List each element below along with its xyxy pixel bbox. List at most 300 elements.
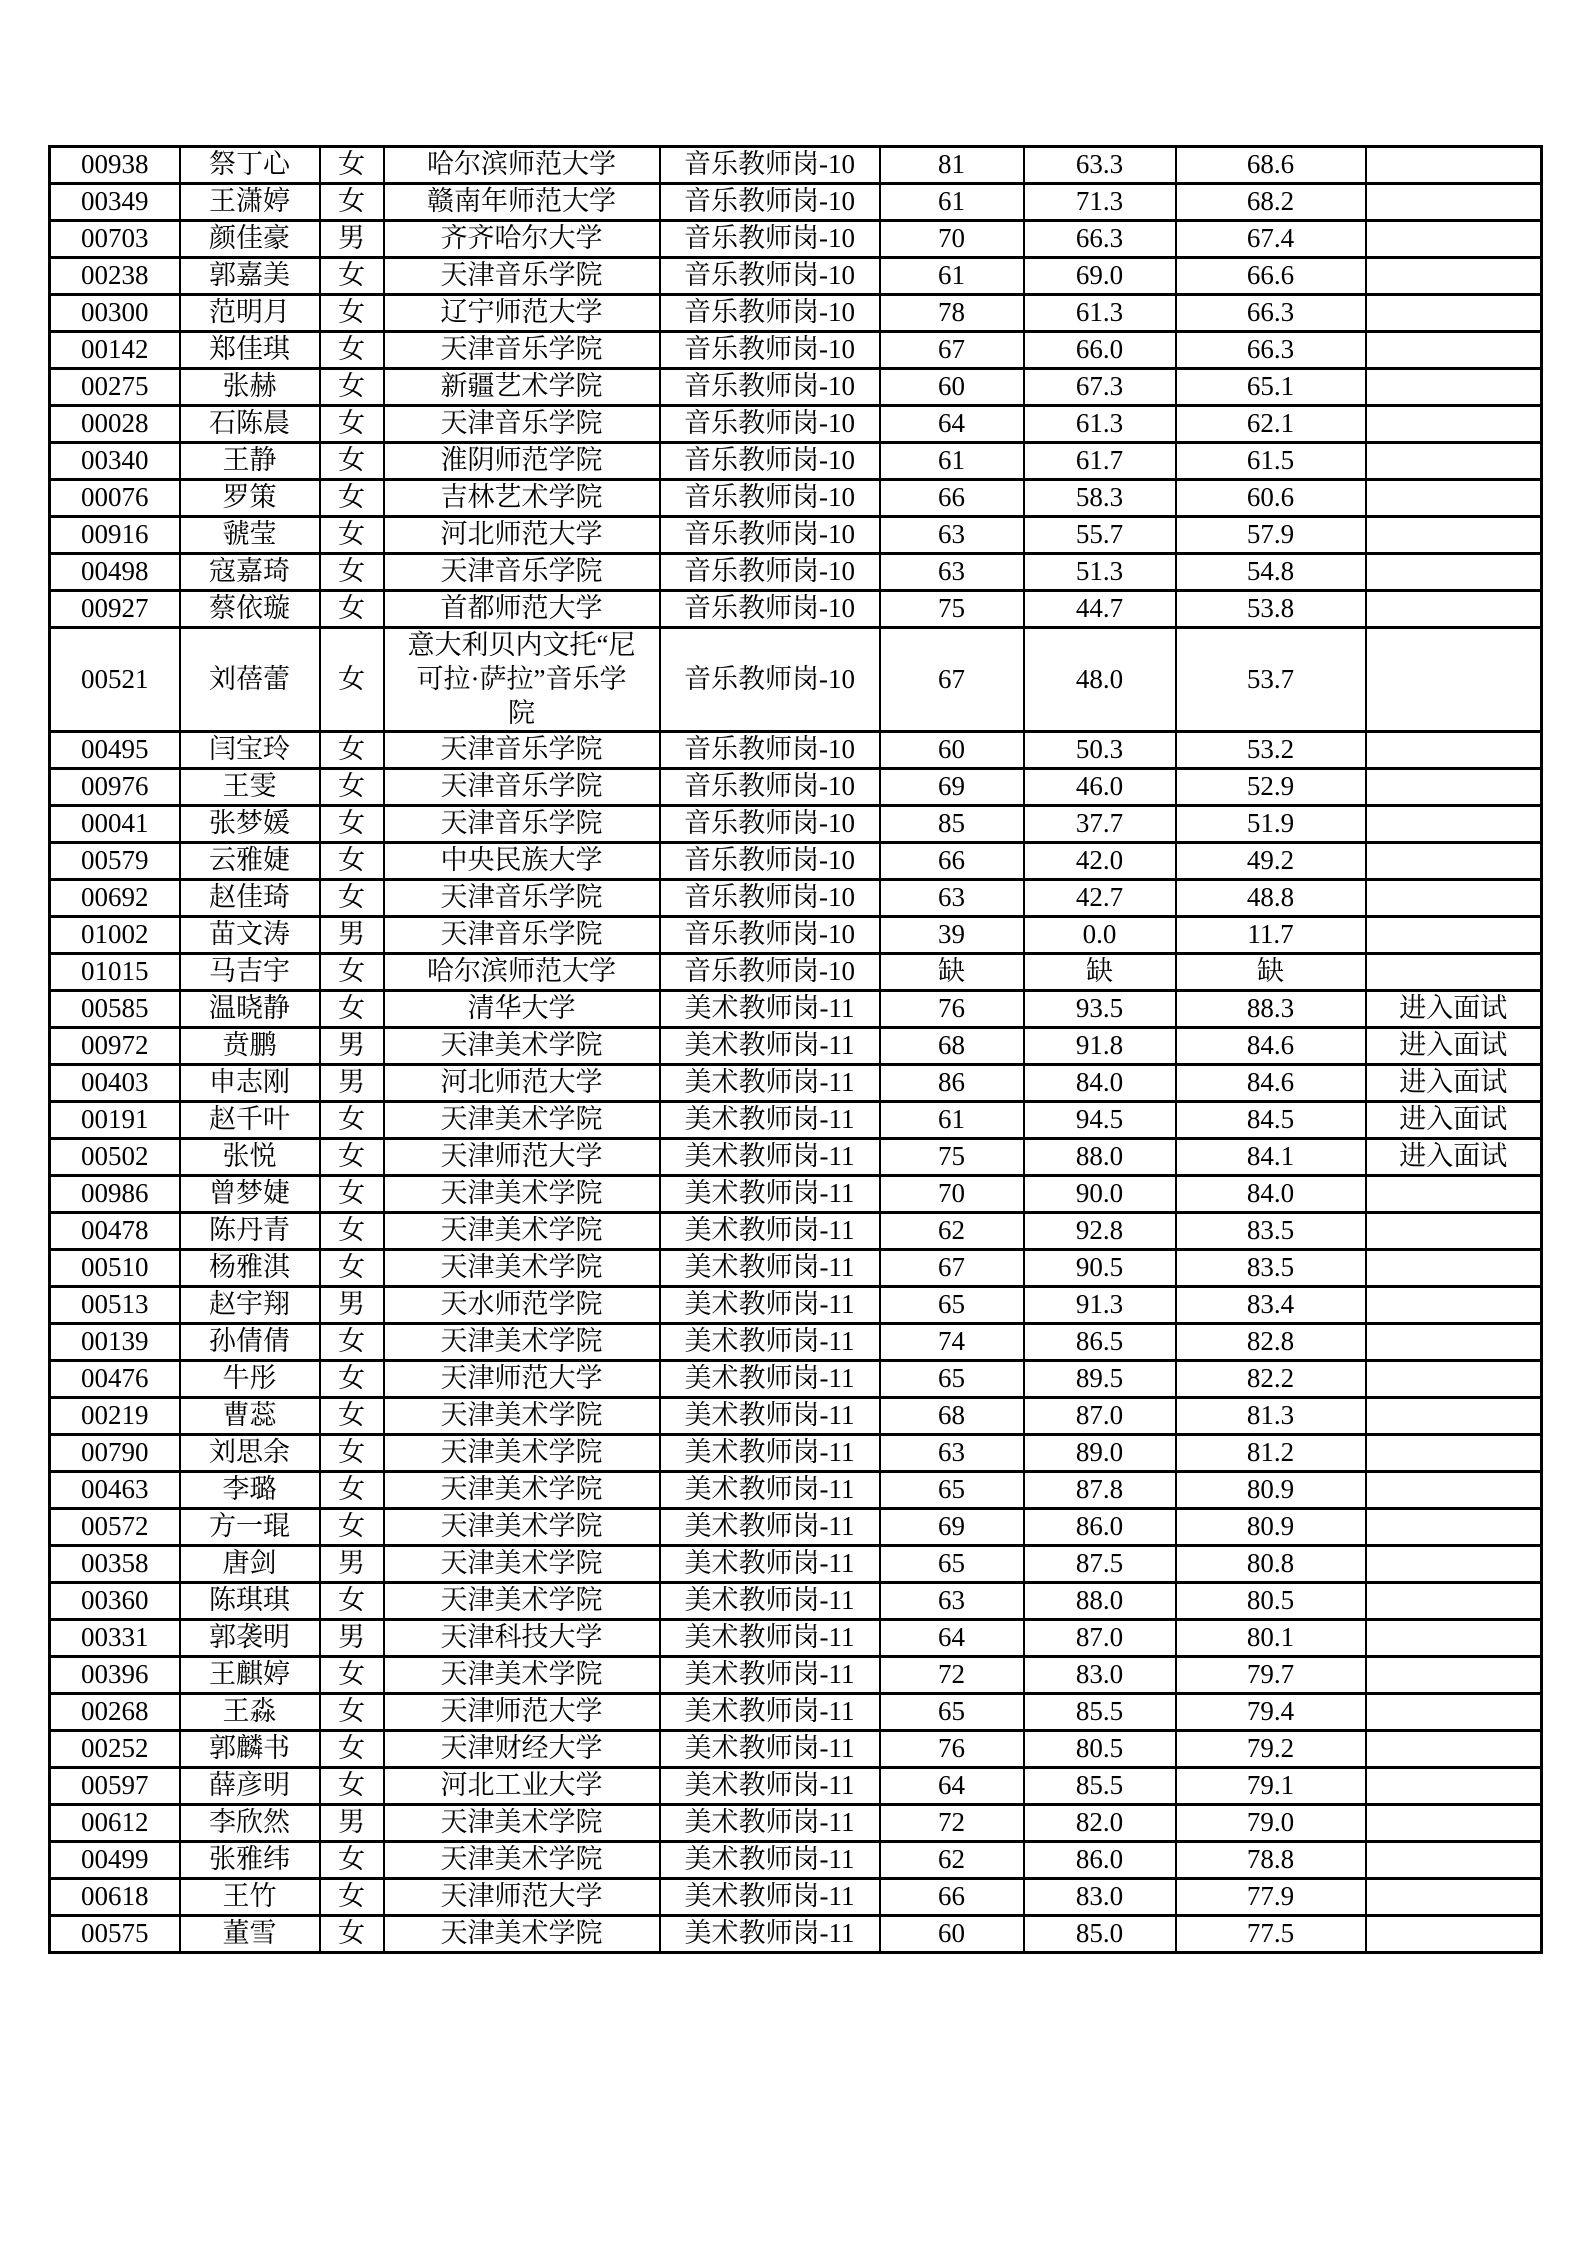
cell-score_3: 65.1: [1176, 369, 1366, 406]
cell-name: 董雪: [180, 1916, 320, 1953]
cell-score_2: 80.5: [1024, 1731, 1176, 1768]
cell-remark: [1366, 1731, 1542, 1768]
cell-score_3: 84.0: [1176, 1176, 1366, 1213]
cell-score_2: 85.5: [1024, 1768, 1176, 1805]
cell-name: 刘思余: [180, 1435, 320, 1472]
cell-score_3: 68.6: [1176, 147, 1366, 184]
cell-score_1: 63: [880, 880, 1024, 917]
cell-school: 淮阴师范学院: [384, 443, 660, 480]
cell-exam_number: 00986: [50, 1176, 180, 1213]
cell-position: 音乐教师岗-10: [660, 554, 880, 591]
table-row: [50, 258, 1542, 295]
cell-score_1: 68: [880, 1398, 1024, 1435]
table-row: [50, 1250, 1542, 1287]
cell-school: 天津师范大学: [384, 1361, 660, 1398]
cell-exam_number: 00142: [50, 332, 180, 369]
cell-exam_number: 00349: [50, 184, 180, 221]
cell-score_2: 42.0: [1024, 843, 1176, 880]
cell-score_1: 61: [880, 443, 1024, 480]
cell-score_2: 87.8: [1024, 1472, 1176, 1509]
table-row: [50, 1065, 1542, 1102]
cell-score_1: 65: [880, 1287, 1024, 1324]
cell-remark: [1366, 517, 1542, 554]
cell-name: 王雯: [180, 769, 320, 806]
cell-position: 音乐教师岗-10: [660, 147, 880, 184]
cell-score_3: 83.4: [1176, 1287, 1366, 1324]
cell-gender: 女: [320, 480, 384, 517]
cell-score_1: 63: [880, 1435, 1024, 1472]
cell-gender: 女: [320, 517, 384, 554]
cell-score_2: 44.7: [1024, 591, 1176, 628]
cell-score_3: 77.5: [1176, 1916, 1366, 1953]
cell-score_1: 67: [880, 628, 1024, 732]
cell-remark: [1366, 806, 1542, 843]
cell-position: 美术教师岗-11: [660, 1102, 880, 1139]
cell-remark: [1366, 369, 1542, 406]
cell-position: 音乐教师岗-10: [660, 628, 880, 732]
cell-exam_number: 00139: [50, 1324, 180, 1361]
cell-name: 郭嘉美: [180, 258, 320, 295]
cell-exam_number: 00268: [50, 1694, 180, 1731]
cell-school: 天津音乐学院: [384, 554, 660, 591]
cell-school: 天津美术学院: [384, 1472, 660, 1509]
cell-score_2: 88.0: [1024, 1583, 1176, 1620]
cell-name: 曾梦婕: [180, 1176, 320, 1213]
cell-gender: 女: [320, 1435, 384, 1472]
cell-score_1: 69: [880, 769, 1024, 806]
cell-score_3: 77.9: [1176, 1879, 1366, 1916]
cell-score_2: 42.7: [1024, 880, 1176, 917]
cell-score_3: 84.6: [1176, 1028, 1366, 1065]
cell-school: 天津音乐学院: [384, 806, 660, 843]
cell-exam_number: 00499: [50, 1842, 180, 1879]
cell-school: 新疆艺术学院: [384, 369, 660, 406]
cell-score_2: 66.3: [1024, 221, 1176, 258]
cell-name: 李璐: [180, 1472, 320, 1509]
table-row: [50, 147, 1542, 184]
cell-exam_number: 00612: [50, 1805, 180, 1842]
cell-gender: 女: [320, 1768, 384, 1805]
table-row: [50, 1213, 1542, 1250]
cell-exam_number: 00275: [50, 369, 180, 406]
cell-score_3: 84.6: [1176, 1065, 1366, 1102]
cell-gender: 女: [320, 591, 384, 628]
cell-remark: [1366, 1287, 1542, 1324]
cell-score_3: 49.2: [1176, 843, 1366, 880]
cell-remark: [1366, 443, 1542, 480]
cell-gender: 女: [320, 369, 384, 406]
cell-name: 唐剑: [180, 1546, 320, 1583]
cell-score_2: 66.0: [1024, 332, 1176, 369]
cell-score_2: 92.8: [1024, 1213, 1176, 1250]
cell-school: 首都师范大学: [384, 591, 660, 628]
cell-score_1: 60: [880, 369, 1024, 406]
cell-exam_number: 00597: [50, 1768, 180, 1805]
cell-score_2: 86.0: [1024, 1842, 1176, 1879]
cell-exam_number: 01002: [50, 917, 180, 954]
cell-score_3: 84.1: [1176, 1139, 1366, 1176]
cell-name: 闫宝玲: [180, 732, 320, 769]
cell-score_2: 90.5: [1024, 1250, 1176, 1287]
table-row: [50, 1472, 1542, 1509]
cell-score_3: 79.4: [1176, 1694, 1366, 1731]
cell-exam_number: 00403: [50, 1065, 180, 1102]
cell-remark: [1366, 1842, 1542, 1879]
table-row: [50, 991, 1542, 1028]
cell-position: 音乐教师岗-10: [660, 480, 880, 517]
cell-gender: 女: [320, 147, 384, 184]
cell-score_3: 53.2: [1176, 732, 1366, 769]
table-row: [50, 1694, 1542, 1731]
cell-remark: [1366, 1546, 1542, 1583]
cell-name: 贲鹏: [180, 1028, 320, 1065]
cell-school: 天津美术学院: [384, 1176, 660, 1213]
cell-score_3: 61.5: [1176, 443, 1366, 480]
cell-gender: 男: [320, 1065, 384, 1102]
table-row: [50, 880, 1542, 917]
cell-gender: 女: [320, 1731, 384, 1768]
cell-score_3: 78.8: [1176, 1842, 1366, 1879]
cell-gender: 男: [320, 917, 384, 954]
cell-school: 天津美术学院: [384, 1805, 660, 1842]
cell-school: 中央民族大学: [384, 843, 660, 880]
cell-name: 张赫: [180, 369, 320, 406]
cell-score_3: 88.3: [1176, 991, 1366, 1028]
cell-position: 音乐教师岗-10: [660, 443, 880, 480]
cell-school: 吉林艺术学院: [384, 480, 660, 517]
cell-position: 音乐教师岗-10: [660, 517, 880, 554]
cell-score_1: 66: [880, 480, 1024, 517]
cell-school: 天水师范学院: [384, 1287, 660, 1324]
cell-remark: [1366, 1361, 1542, 1398]
cell-name: 王麒婷: [180, 1657, 320, 1694]
cell-name: 赵千叶: [180, 1102, 320, 1139]
cell-exam_number: 00252: [50, 1731, 180, 1768]
cell-name: 张梦媛: [180, 806, 320, 843]
cell-score_3: 52.9: [1176, 769, 1366, 806]
table-row: [50, 1361, 1542, 1398]
cell-score_3: 11.7: [1176, 917, 1366, 954]
cell-score_2: 55.7: [1024, 517, 1176, 554]
cell-score_3: 80.9: [1176, 1509, 1366, 1546]
cell-exam_number: 00331: [50, 1620, 180, 1657]
cell-remark: [1366, 843, 1542, 880]
cell-remark: [1366, 480, 1542, 517]
cell-gender: 女: [320, 1176, 384, 1213]
cell-remark: [1366, 1176, 1542, 1213]
cell-gender: 女: [320, 1472, 384, 1509]
cell-remark: [1366, 1583, 1542, 1620]
cell-remark: [1366, 554, 1542, 591]
exam-results-table: [48, 145, 1543, 1954]
cell-name: 郭麟书: [180, 1731, 320, 1768]
cell-position: 美术教师岗-11: [660, 1065, 880, 1102]
cell-score_2: 48.0: [1024, 628, 1176, 732]
cell-name: 赵宇翔: [180, 1287, 320, 1324]
table-row: [50, 1805, 1542, 1842]
cell-gender: 男: [320, 1287, 384, 1324]
table-row: [50, 1657, 1542, 1694]
cell-school: 河北工业大学: [384, 1768, 660, 1805]
table-row: [50, 406, 1542, 443]
cell-gender: 女: [320, 1139, 384, 1176]
cell-score_3: 82.2: [1176, 1361, 1366, 1398]
cell-name: 马吉宇: [180, 954, 320, 991]
cell-score_3: 66.3: [1176, 332, 1366, 369]
cell-score_2: 58.3: [1024, 480, 1176, 517]
cell-school: 赣南年师范大学: [384, 184, 660, 221]
cell-remark: [1366, 591, 1542, 628]
cell-remark: [1366, 221, 1542, 258]
table-row: [50, 1620, 1542, 1657]
cell-score_2: 89.5: [1024, 1361, 1176, 1398]
cell-name: 苗文涛: [180, 917, 320, 954]
cell-school: 河北师范大学: [384, 517, 660, 554]
cell-exam_number: 00510: [50, 1250, 180, 1287]
cell-score_1: 68: [880, 1028, 1024, 1065]
cell-score_1: 85: [880, 806, 1024, 843]
cell-score_2: 91.3: [1024, 1287, 1176, 1324]
table-row: [50, 1102, 1542, 1139]
cell-exam_number: 00513: [50, 1287, 180, 1324]
cell-score_1: 65: [880, 1472, 1024, 1509]
cell-score_1: 62: [880, 1842, 1024, 1879]
cell-school: 天津师范大学: [384, 1139, 660, 1176]
cell-score_1: 63: [880, 554, 1024, 591]
cell-name: 刘蓓蕾: [180, 628, 320, 732]
cell-gender: 女: [320, 406, 384, 443]
cell-gender: 女: [320, 554, 384, 591]
cell-score_1: 70: [880, 1176, 1024, 1213]
cell-position: 音乐教师岗-10: [660, 332, 880, 369]
cell-name: 蔡依璇: [180, 591, 320, 628]
cell-exam_number: 00495: [50, 732, 180, 769]
cell-score_2: 85.5: [1024, 1694, 1176, 1731]
table-row: [50, 843, 1542, 880]
cell-remark: [1366, 1324, 1542, 1361]
cell-score_2: 83.0: [1024, 1879, 1176, 1916]
table-row: [50, 1398, 1542, 1435]
cell-name: 郑佳琪: [180, 332, 320, 369]
cell-remark: [1366, 917, 1542, 954]
cell-position: 美术教师岗-11: [660, 1620, 880, 1657]
cell-gender: 男: [320, 1028, 384, 1065]
cell-score_2: 缺: [1024, 954, 1176, 991]
cell-exam_number: 00572: [50, 1509, 180, 1546]
cell-exam_number: 00976: [50, 769, 180, 806]
cell-gender: 女: [320, 843, 384, 880]
cell-score_2: 61.7: [1024, 443, 1176, 480]
table-row: [50, 1435, 1542, 1472]
cell-position: 美术教师岗-11: [660, 1768, 880, 1805]
cell-score_1: 72: [880, 1805, 1024, 1842]
cell-school: 天津音乐学院: [384, 917, 660, 954]
cell-score_1: 64: [880, 1620, 1024, 1657]
cell-name: 陈琪琪: [180, 1583, 320, 1620]
cell-school: [384, 628, 660, 732]
cell-score_3: 60.6: [1176, 480, 1366, 517]
cell-position: 音乐教师岗-10: [660, 806, 880, 843]
cell-position: 美术教师岗-11: [660, 1916, 880, 1953]
cell-score_3: 83.5: [1176, 1213, 1366, 1250]
cell-position: 音乐教师岗-10: [660, 295, 880, 332]
cell-name: 申志刚: [180, 1065, 320, 1102]
table-row: [50, 769, 1542, 806]
cell-score_2: 94.5: [1024, 1102, 1176, 1139]
cell-score_3: 53.8: [1176, 591, 1366, 628]
cell-score_2: 0.0: [1024, 917, 1176, 954]
cell-school: 齐齐哈尔大学: [384, 221, 660, 258]
cell-score_1: 86: [880, 1065, 1024, 1102]
cell-score_3: 57.9: [1176, 517, 1366, 554]
table-row: [50, 1287, 1542, 1324]
cell-score_3: 67.4: [1176, 221, 1366, 258]
table-row: [50, 732, 1542, 769]
cell-gender: 男: [320, 221, 384, 258]
cell-gender: 女: [320, 880, 384, 917]
table-row: [50, 332, 1542, 369]
cell-score_1: 61: [880, 1102, 1024, 1139]
cell-position: 美术教师岗-11: [660, 1361, 880, 1398]
cell-remark: [1366, 1472, 1542, 1509]
cell-name: 王静: [180, 443, 320, 480]
cell-score_2: 86.5: [1024, 1324, 1176, 1361]
cell-remark: [1366, 954, 1542, 991]
cell-position: 美术教师岗-11: [660, 1250, 880, 1287]
cell-score_3: 80.5: [1176, 1583, 1366, 1620]
cell-position: 音乐教师岗-10: [660, 917, 880, 954]
cell-remark: [1366, 332, 1542, 369]
cell-position: 音乐教师岗-10: [660, 258, 880, 295]
cell-position: 美术教师岗-11: [660, 1139, 880, 1176]
cell-position: 音乐教师岗-10: [660, 184, 880, 221]
cell-school: 天津音乐学院: [384, 406, 660, 443]
cell-score_3: 79.0: [1176, 1805, 1366, 1842]
cell-gender: 女: [320, 184, 384, 221]
cell-remark: [1366, 1879, 1542, 1916]
cell-score_3: 80.8: [1176, 1546, 1366, 1583]
cell-position: 音乐教师岗-10: [660, 880, 880, 917]
cell-score_3: 51.9: [1176, 806, 1366, 843]
cell-score_1: 61: [880, 258, 1024, 295]
cell-exam_number: 00476: [50, 1361, 180, 1398]
cell-gender: 女: [320, 769, 384, 806]
cell-position: 音乐教师岗-10: [660, 843, 880, 880]
cell-gender: 女: [320, 806, 384, 843]
cell-school: 河北师范大学: [384, 1065, 660, 1102]
cell-gender: 女: [320, 443, 384, 480]
cell-name: 赵佳琦: [180, 880, 320, 917]
cell-name: 虢莹: [180, 517, 320, 554]
cell-gender: 女: [320, 1324, 384, 1361]
cell-score_2: 50.3: [1024, 732, 1176, 769]
cell-gender: 女: [320, 954, 384, 991]
cell-gender: 女: [320, 1694, 384, 1731]
cell-name: 颜佳豪: [180, 221, 320, 258]
cell-score_1: 75: [880, 1139, 1024, 1176]
cell-position: 美术教师岗-11: [660, 991, 880, 1028]
cell-position: 音乐教师岗-10: [660, 591, 880, 628]
cell-exam_number: 00618: [50, 1879, 180, 1916]
cell-gender: 女: [320, 1509, 384, 1546]
cell-name: 孙倩倩: [180, 1324, 320, 1361]
cell-score_3: 66.3: [1176, 295, 1366, 332]
exam-results-body: [50, 147, 1542, 1953]
cell-exam_number: 00238: [50, 258, 180, 295]
cell-remark: 进入面试: [1366, 1102, 1542, 1139]
cell-gender: 男: [320, 1805, 384, 1842]
cell-score_2: 88.0: [1024, 1139, 1176, 1176]
cell-exam_number: 00396: [50, 1657, 180, 1694]
cell-score_3: 80.1: [1176, 1620, 1366, 1657]
cell-school: 天津美术学院: [384, 1398, 660, 1435]
cell-score_1: 67: [880, 1250, 1024, 1287]
cell-score_3: 68.2: [1176, 184, 1366, 221]
cell-gender: 女: [320, 1842, 384, 1879]
cell-score_3: 62.1: [1176, 406, 1366, 443]
cell-gender: 女: [320, 1102, 384, 1139]
cell-name: 张悦: [180, 1139, 320, 1176]
cell-school: 天津音乐学院: [384, 769, 660, 806]
cell-gender: 男: [320, 1546, 384, 1583]
cell-remark: [1366, 1916, 1542, 1953]
cell-score_2: 90.0: [1024, 1176, 1176, 1213]
cell-school: 天津音乐学院: [384, 258, 660, 295]
cell-score_2: 61.3: [1024, 295, 1176, 332]
cell-gender: 女: [320, 1398, 384, 1435]
cell-name: 寇嘉琦: [180, 554, 320, 591]
table-row: [50, 480, 1542, 517]
cell-score_2: 61.3: [1024, 406, 1176, 443]
cell-exam_number: 00219: [50, 1398, 180, 1435]
cell-gender: 男: [320, 1620, 384, 1657]
cell-exam_number: 00790: [50, 1435, 180, 1472]
cell-school: 天津美术学院: [384, 1213, 660, 1250]
cell-exam_number: 00191: [50, 1102, 180, 1139]
cell-gender: 女: [320, 1879, 384, 1916]
cell-score_2: 69.0: [1024, 258, 1176, 295]
cell-remark: [1366, 1435, 1542, 1472]
cell-score_2: 71.3: [1024, 184, 1176, 221]
cell-exam_number: 00703: [50, 221, 180, 258]
cell-name: 范明月: [180, 295, 320, 332]
cell-position: 美术教师岗-11: [660, 1731, 880, 1768]
cell-gender: 女: [320, 1916, 384, 1953]
cell-gender: 女: [320, 732, 384, 769]
cell-score_2: 93.5: [1024, 991, 1176, 1028]
cell-school: 天津美术学院: [384, 1546, 660, 1583]
cell-score_1: 66: [880, 843, 1024, 880]
cell-position: 音乐教师岗-10: [660, 369, 880, 406]
cell-remark: [1366, 1657, 1542, 1694]
table-row: [50, 1546, 1542, 1583]
cell-score_1: 60: [880, 1916, 1024, 1953]
cell-exam_number: 00579: [50, 843, 180, 880]
cell-school: 天津美术学院: [384, 1435, 660, 1472]
cell-score_1: 64: [880, 406, 1024, 443]
cell-remark: [1366, 1509, 1542, 1546]
cell-score_2: 87.0: [1024, 1398, 1176, 1435]
cell-position: 美术教师岗-11: [660, 1213, 880, 1250]
cell-remark: [1366, 1398, 1542, 1435]
cell-gender: 女: [320, 258, 384, 295]
cell-name: 方一琨: [180, 1509, 320, 1546]
cell-gender: 女: [320, 628, 384, 732]
cell-score_1: 76: [880, 1731, 1024, 1768]
cell-remark: [1366, 880, 1542, 917]
cell-name: 薛彦明: [180, 1768, 320, 1805]
cell-position: 美术教师岗-11: [660, 1805, 880, 1842]
